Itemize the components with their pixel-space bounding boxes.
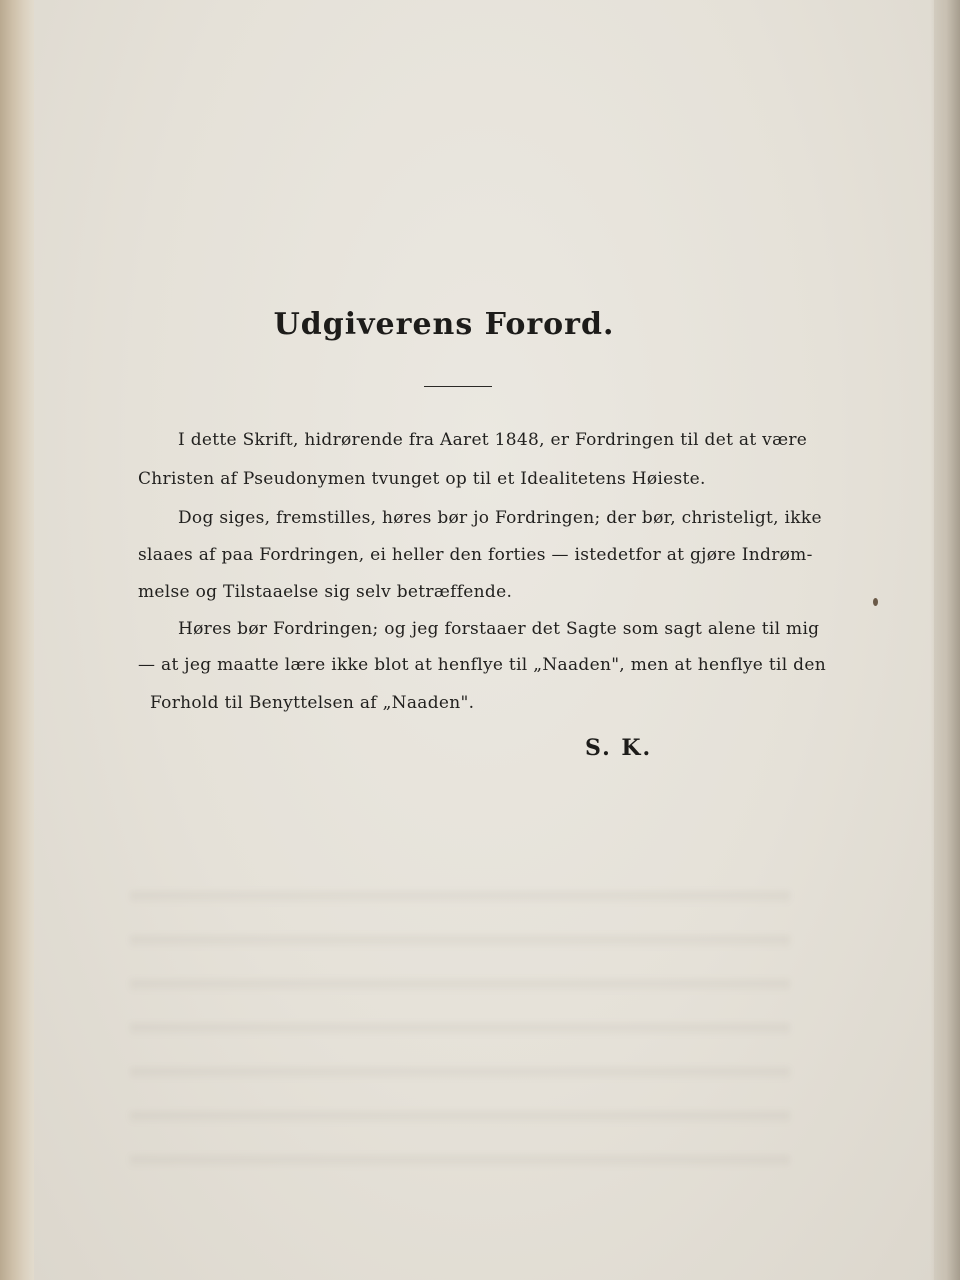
paper-spot bbox=[873, 598, 878, 606]
paragraph-3-line-1: Høres bør Fordringen; og jeg forstaaer det Sagte som sagt alene til mig bbox=[178, 619, 820, 639]
paragraph-2-line-1: Dog siges, fremstilles, høres bør jo Fordringen; der bør, christeligt, ikke bbox=[178, 508, 822, 528]
title-divider bbox=[424, 386, 492, 387]
paragraph-2-line-3: melse og Tilstaaelse sig selv betræffende. bbox=[138, 582, 513, 602]
paragraph-2-line-2: slaaes af paa Fordringen, ei heller den forties — istedetfor at gjøre Indrøm- bbox=[138, 545, 813, 565]
page-right-edge bbox=[930, 0, 960, 1280]
signature: S. K. bbox=[585, 735, 653, 761]
page-title: Udgiverens Forord. bbox=[273, 307, 615, 342]
paragraph-1-line-1: I dette Skrift, hidrørende fra Aaret 1848, er Fordringen til det at være bbox=[178, 430, 808, 450]
paragraph-3-line-3: Forhold til Benyttelsen af „Naaden". bbox=[150, 693, 475, 713]
paragraph-1-line-2: Christen af Pseudonymen tvunget op til et Idealitetens Høieste. bbox=[138, 469, 706, 489]
paragraph-3-line-2: — at jeg maatte lære ikke blot at henflye til „Naaden", men at henflye til den bbox=[138, 655, 826, 675]
show-through-text bbox=[130, 860, 790, 1190]
page-left-edge bbox=[0, 0, 30, 1280]
